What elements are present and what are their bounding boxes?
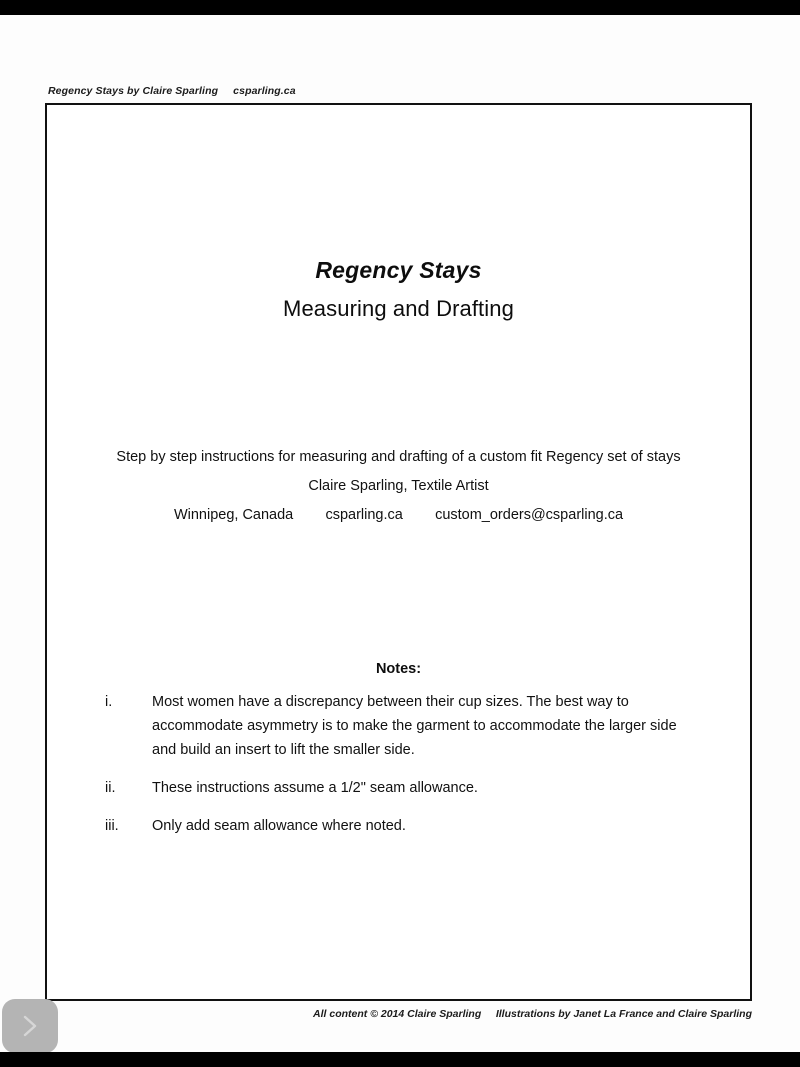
note-marker: i.: [105, 694, 113, 710]
note-marker: ii.: [105, 780, 116, 796]
note-text: Most women have a discrepancy between their cup sizes. The best way to accommodate asymmetry is to make the garment to accommodate the larger side and build an insert to lift the smaller side.: [152, 694, 677, 758]
chevron-right-icon: [19, 1012, 41, 1040]
list-item: [105, 690, 720, 762]
page-title: Regency Stays: [315, 257, 482, 283]
next-page-button[interactable]: [2, 999, 58, 1053]
viewer-top-bar: [0, 0, 800, 15]
byline-block: [47, 443, 750, 530]
note-text: Only add seam allowance where noted.: [152, 818, 406, 834]
byline-description: Step by step instructions for measuring and drafting of a custom fit Regency set of stays: [116, 449, 681, 465]
byline-author: Claire Sparling, Textile Artist: [308, 478, 489, 494]
list-item: [105, 776, 720, 800]
document-page: [0, 15, 800, 1052]
note-text: These instructions assume a 1/2" seam allowance.: [152, 780, 478, 796]
byline-contact: Winnipeg, Canada csparling.ca custom_orders@csparling.ca: [173, 507, 624, 523]
notes-heading: Notes:: [375, 661, 422, 677]
page-footer: All content © 2014 Claire Sparling Illustrations by Janet La France and Claire Sparling: [313, 1008, 752, 1020]
list-item: [105, 814, 720, 838]
running-header: Regency Stays by Claire Sparling csparling.ca: [48, 85, 296, 97]
page-border-frame: [45, 103, 752, 1001]
notes-list: [105, 690, 720, 852]
viewer-bottom-bar: [0, 1052, 800, 1067]
page-subtitle: Measuring and Drafting: [283, 296, 514, 321]
page-content-area: [47, 105, 750, 999]
note-marker: iii.: [105, 818, 119, 834]
